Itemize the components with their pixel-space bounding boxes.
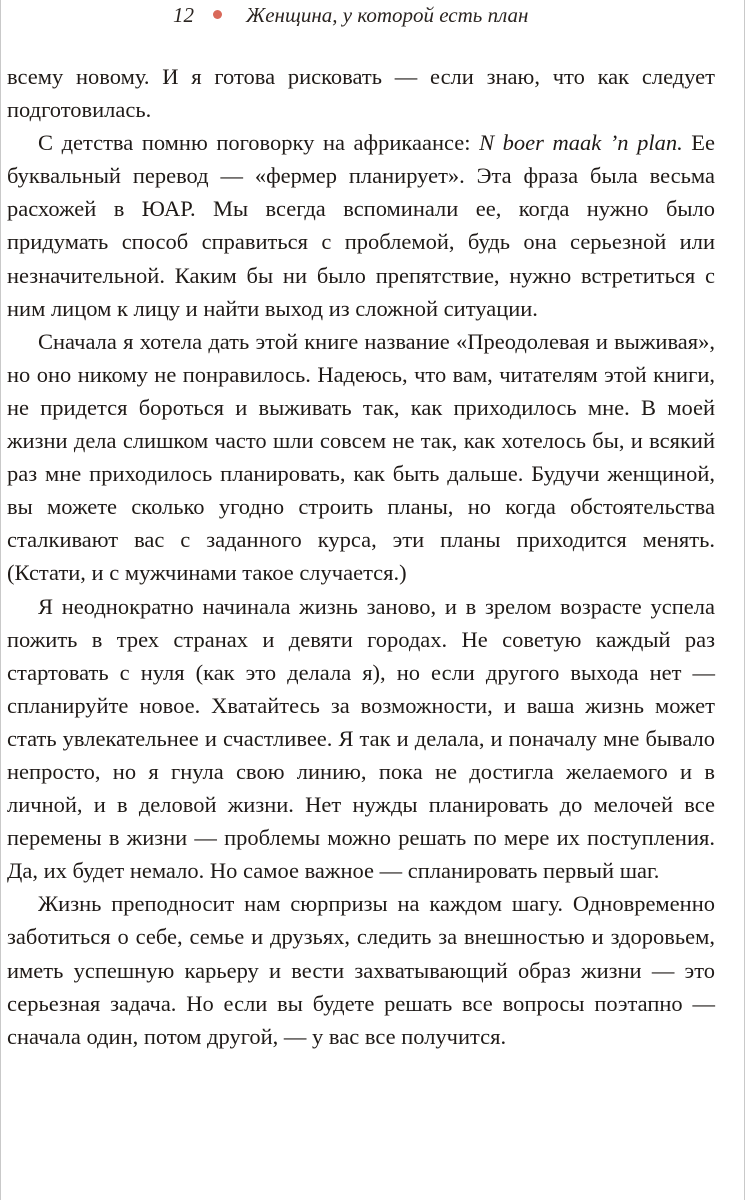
- bullet-dot-icon: [213, 10, 222, 19]
- paragraph-2: [7, 126, 715, 325]
- paragraph-2-rest: Ее буквальный перевод — «фермер планирует». Эта фраза была весьма расхожей в ЮАР. Мы всегда вспоминали ее, когда нужно было придумать способ справиться с проблемой, будь она серьезной или незначительной. Каким бы ни было препятствие, нужно встретиться с ним лицом к лицу и найти выход из сложной ситуации.: [7, 130, 716, 321]
- paragraph-3: Сначала я хотела дать этой книге название «Преодолевая и выживая», но оно никому не понравилось. Надеюсь, что вам, читателям этой книги, не придется бороться и выживать так, как приходилось мне. В моей жизни дела слишком часто шли совсем не так, как хотелось бы, и всякий раз мне приходилось планировать, как быть дальше. Будучи женщиной, вы можете сколько угодно строить планы, но когда обстоятельства сталкивают вас с заданного курса, эти планы приходится менять. (Кстати, и с мужчинами такое случается.): [7, 328, 715, 586]
- paragraph-2-lead: С детства помню поговорку на африкаансе:: [38, 130, 480, 156]
- running-header: [1, 3, 745, 33]
- page-number: 12: [173, 3, 194, 27]
- afrikaans-saying: N boer maak ’n plan.: [479, 130, 683, 156]
- body-text: [7, 60, 715, 1053]
- running-title: Женщина, у которой есть план: [246, 3, 529, 27]
- paragraph-5: Жизнь преподносит нам сюрпризы на каждом шагу. Одновременно заботиться о себе, семье и друзьях, следить за внешностью и здоровьем, иметь успешную карьеру и вести захватывающий образ жизни — это серьезная задача. Но если вы будете решать все вопросы поэтапно — сначала один, потом другой, — у вас все получится.: [7, 891, 715, 1049]
- paragraph-1: всему новому. И я готова рисковать — если знаю, что как следует подготовилась.: [7, 64, 715, 123]
- paragraph-4: Я неоднократно начинала жизнь заново, и в зрелом возрасте успела пожить в трех странах и девяти городах. Не советую каждый раз стартовать с нуля (как это делала я), но если другого выхода нет — спланируйте новое. Хватайтесь за возможности, и ваша жизнь может стать увлекательнее и счастливее. Я так и делала, и поначалу мне бывало непросто, но я гнула свою линию, пока не достигла желаемого и в личной, и в деловой жизни. Нет нужды планировать до мелочей все перемены в жизни — проблемы можно решать по мере их поступления. Да, их будет немало. Но самое важное — спланировать первый шаг.: [7, 593, 715, 884]
